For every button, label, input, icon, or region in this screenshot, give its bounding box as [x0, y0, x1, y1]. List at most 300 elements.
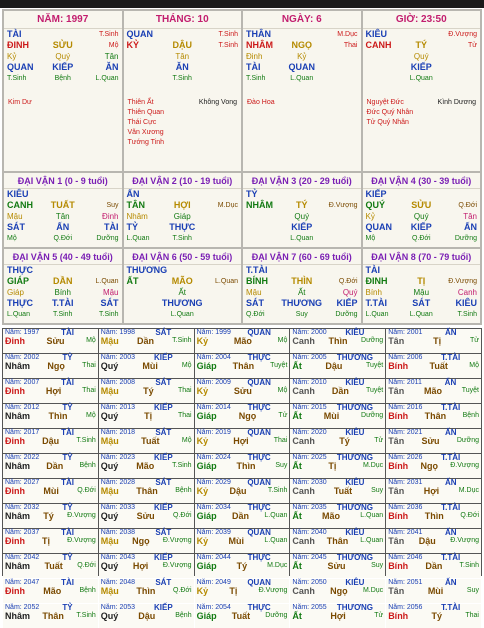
- annual-life: Thai: [177, 412, 192, 419]
- star-row: [367, 108, 477, 118]
- annual-life: Đ.Vượng: [450, 462, 479, 469]
- annual-life: T.Sinh: [76, 612, 96, 619]
- annual-branch: Mùi: [142, 361, 158, 371]
- annual-god: THƯƠNG: [336, 553, 373, 562]
- star-row: [128, 118, 238, 128]
- pillar-top-row-cell: Đ.Vượng: [448, 31, 477, 38]
- annual-god: KIẾP: [153, 503, 173, 512]
- annual-stem: Tân: [388, 586, 405, 596]
- annual-body: [197, 337, 288, 345]
- annual-life: Đ.Vượng: [162, 562, 192, 569]
- annual-stem: Kỷ: [196, 436, 209, 446]
- annual-year-cell: [386, 329, 481, 353]
- decade-main-row-cell: TỊ: [417, 276, 426, 286]
- annual-year: Năm: 2003: [100, 354, 136, 361]
- annual-stem: Bính: [388, 511, 409, 521]
- pillar-top-row-cell: KIÊU: [365, 29, 388, 39]
- annual-life: Thai: [465, 612, 479, 619]
- annual-god: KIẾP: [153, 403, 173, 412]
- annual-year: Năm: 2005: [292, 354, 327, 361]
- decade-main-row-cell: TUẤT: [50, 200, 75, 210]
- annual-body: [388, 537, 479, 545]
- annual-branch: Sửu: [136, 511, 155, 521]
- annual-god: ẤN: [444, 528, 457, 537]
- decade-top-row-cell: [320, 189, 357, 200]
- decade-main-row: [124, 276, 242, 287]
- annual-body: [101, 412, 192, 420]
- decade-gods-row-cell: KIÊU: [455, 298, 477, 308]
- annual-branch: Tuất: [231, 611, 251, 621]
- decade-hidden-row-cell: Quý: [342, 288, 358, 297]
- decade-hidden-row: [363, 211, 481, 222]
- annual-year-cell: [290, 379, 385, 403]
- decade-main-row-cell: QUÝ: [365, 200, 386, 210]
- annual-year: Năm: 2049: [196, 579, 231, 586]
- annual-body: [197, 587, 288, 595]
- decade-life-row-cell: T.Sinh: [457, 311, 477, 318]
- annual-year-cell: [195, 379, 290, 403]
- annual-year-cell: [290, 504, 385, 528]
- decade-life-row: [243, 233, 361, 244]
- annual-body: [5, 487, 96, 495]
- annual-branch: Mùi: [228, 536, 245, 546]
- annual-god: SÁT: [155, 328, 172, 337]
- annual-branch: Tị: [328, 461, 337, 471]
- annual-year-cell: [3, 579, 98, 603]
- annual-god: KIẾP: [153, 553, 173, 562]
- annual-year: Năm: 2008: [100, 379, 136, 386]
- annual-year-cell: [386, 354, 481, 378]
- decade-hidden-row: [363, 287, 481, 298]
- annual-body: [101, 337, 192, 345]
- annual-grid: [3, 328, 481, 621]
- pillar-top-row-cell: THÂN: [246, 29, 271, 39]
- decade-gods-row-cell: KIẾP: [291, 222, 313, 232]
- annual-life: Mộ: [181, 437, 192, 444]
- decade-top-row-cell: [440, 189, 477, 200]
- annual-body: [5, 512, 96, 520]
- decade-life-row-cell: Q.Đới: [246, 311, 265, 318]
- annual-stem: Kỷ: [196, 536, 209, 546]
- decade-top-row-cell: [44, 189, 81, 200]
- annual-branch: Dậu: [138, 611, 156, 621]
- pillar-top-row-cell: [44, 29, 81, 40]
- star-row: [8, 98, 118, 108]
- annual-body: [388, 612, 479, 620]
- pillar-top-row-cell: QUAN: [126, 29, 153, 39]
- annual-life: Tuyệt: [365, 362, 384, 369]
- annual-year-cell: [99, 579, 194, 603]
- annual-year: Năm: 2010: [292, 379, 327, 386]
- pillar-life-row-cell: [366, 73, 403, 84]
- decade-gods-row-cell: SÁT: [412, 298, 431, 308]
- annual-body: [101, 362, 192, 370]
- decade-gods-row-cell: [203, 298, 238, 309]
- annual-branch: Sửu: [233, 386, 252, 396]
- annual-stem: Bính: [388, 461, 409, 471]
- decade-hidden-row-cell: Mậu: [102, 288, 119, 297]
- annual-year: Năm: 2041: [388, 529, 423, 536]
- annual-life: M.Dục: [267, 562, 288, 569]
- annual-year: Năm: 2047: [5, 579, 40, 586]
- annual-life: T.Sinh: [459, 562, 479, 569]
- annual-stem: Nhâm: [5, 411, 31, 421]
- annual-life: L.Quan: [360, 512, 384, 519]
- annual-stem: Ất: [292, 361, 302, 371]
- decade-main-row-cell: Q.Đới: [458, 202, 477, 209]
- annual-year-cell: [195, 604, 290, 628]
- star-row: [128, 108, 238, 118]
- annual-stem: Bính: [388, 561, 409, 571]
- pillar-stars: [4, 96, 122, 110]
- decade-main-row: [363, 276, 481, 287]
- annual-life: Dưỡng: [361, 337, 384, 344]
- pillar-gods-row-cell: TÀI: [246, 62, 261, 72]
- annual-branch: Ngọ: [420, 461, 438, 471]
- annual-god: TÀI: [61, 578, 74, 587]
- annual-year-cell: [3, 504, 98, 528]
- annual-stem: Mậu: [100, 436, 119, 446]
- annual-stem: Kỷ: [196, 486, 209, 496]
- annual-year-cell: [99, 554, 194, 578]
- annual-god: KIẾP: [153, 353, 173, 362]
- decade-main-row-cell: BÍNH: [246, 276, 268, 286]
- decade-top-row-cell: [403, 265, 440, 276]
- annual-year-cell: [386, 504, 481, 528]
- annual-year-cell: [386, 404, 481, 428]
- annual-life: Dưỡng: [361, 412, 384, 419]
- pillar-life-row-cell: L.Quan: [95, 75, 119, 82]
- annual-stem: Giáp: [196, 361, 217, 371]
- annual-life: T.Sinh: [76, 437, 96, 444]
- annual-stem: Canh: [292, 586, 315, 596]
- decade-hidden-row-cell: Nhâm: [126, 212, 148, 221]
- decade-gods-row-cell: THƯƠNG: [281, 298, 323, 308]
- annual-god: QUAN: [247, 528, 271, 537]
- annual-life: Mộ: [277, 337, 288, 344]
- decade-top-row-cell: KIẾP: [365, 189, 387, 199]
- annual-life: Thai: [82, 387, 96, 394]
- pillar-hidden-row-cell: Đinh: [246, 52, 263, 61]
- annual-branch: Tị: [433, 336, 442, 346]
- annual-year: Năm: 2009: [196, 379, 231, 386]
- decade-hidden-row: [243, 211, 361, 222]
- annual-branch: Mùi: [323, 411, 340, 421]
- decade-gods-row: [4, 222, 122, 233]
- annual-stem: Quý: [100, 461, 119, 471]
- annual-year: Năm: 2042: [5, 554, 40, 561]
- annual-year-cell: [99, 379, 194, 403]
- annual-life: Đ.Vượng: [258, 587, 288, 594]
- pillar-main-row-cell: ĐINH: [7, 40, 29, 50]
- annual-year: Năm: 2056: [388, 604, 423, 611]
- decade-gods-row-cell: [320, 222, 357, 233]
- decade-title: ĐẠI VẬN 8 (70 - 79 tuổi): [363, 249, 481, 265]
- annual-stem: Tân: [388, 386, 405, 396]
- annual-branch: Thìn: [236, 461, 256, 471]
- annual-stem: Bính: [388, 611, 409, 621]
- decade-top-row-cell: [201, 189, 238, 200]
- annual-body: [197, 362, 288, 370]
- annual-year-cell: [195, 554, 290, 578]
- decade-main-row-cell: Q.Đới: [338, 278, 358, 285]
- annual-branch: Mão: [322, 511, 341, 521]
- annual-body: [292, 612, 383, 620]
- decade-gods-row-cell: ẤN: [56, 222, 70, 232]
- decade-gods-row-cell: KIẾP: [336, 298, 358, 308]
- annual-branch: Hợi: [423, 486, 440, 496]
- annual-year-cell: [386, 479, 481, 503]
- decade-hidden-row-cell: Mậu: [7, 212, 23, 221]
- decade-life-row-cell: [201, 309, 238, 320]
- annual-body: [388, 587, 479, 595]
- pillar-hidden-row: [4, 51, 122, 62]
- pillar-gods-row-cell: [366, 62, 403, 73]
- annual-god: QUAN: [247, 428, 271, 437]
- annual-stem: Giáp: [196, 411, 217, 421]
- annual-year: Năm: 2036: [388, 504, 423, 511]
- annual-year-cell: [99, 404, 194, 428]
- annual-year-cell: [99, 529, 194, 553]
- annual-year-cell: [195, 404, 290, 428]
- annual-year: Năm: 2039: [196, 529, 231, 536]
- annual-year: Năm: 2029: [196, 479, 231, 486]
- decade-hidden-row-cell: [127, 287, 164, 298]
- decade-gods-row: [4, 298, 122, 309]
- star-left: Thiên Quan: [127, 109, 165, 116]
- decade-life-row: [4, 233, 122, 244]
- pillar-title: NGÀY: 6: [243, 11, 361, 29]
- pillar-life-row-cell: L.Quan: [290, 75, 314, 82]
- annual-body: [388, 437, 479, 445]
- annual-body: [292, 562, 383, 570]
- decade-top-row-cell: [283, 265, 320, 276]
- annual-year: Năm: 2052: [5, 604, 40, 611]
- decade-title: ĐẠI VẬN 4 (30 - 39 tuổi): [363, 173, 481, 189]
- decade-hidden-row: [4, 287, 122, 298]
- pillar-top-row-cell: [403, 29, 440, 40]
- pillar-life-row-cell: T.Sinh: [246, 75, 266, 82]
- decade-top-row-cell: [203, 265, 238, 276]
- annual-branch: Sửu: [327, 561, 346, 571]
- annual-branch: Tị: [42, 536, 51, 546]
- annual-stem: Canh: [292, 486, 315, 496]
- decade-life-row-cell: Suy: [295, 311, 308, 318]
- pillar-main-row: [124, 40, 242, 51]
- decade-hidden-row-cell: Mậu: [413, 288, 430, 297]
- pillar-life-row-cell: [320, 73, 357, 84]
- annual-branch: Tý: [339, 436, 350, 446]
- pillar-main-row-cell: DẬU: [172, 40, 192, 50]
- decade-card: [243, 249, 361, 323]
- annual-year-cell: [290, 579, 385, 603]
- pillar-top-row-cell: T.Sinh: [218, 31, 238, 38]
- annual-god: THƯƠNG: [336, 503, 373, 512]
- annual-life: Mộ: [86, 337, 96, 344]
- annual-year-cell: [3, 554, 98, 578]
- pillar-main-row-cell: Tử: [468, 42, 477, 49]
- annual-life: Mộ: [181, 362, 192, 369]
- annual-branch: Ngọ: [238, 411, 257, 421]
- annual-stem: Quý: [100, 511, 119, 521]
- pillar-gods-row-cell: [440, 62, 477, 73]
- pillar-gods-row-cell: QUAN: [288, 62, 315, 72]
- annual-year-cell: [195, 504, 290, 528]
- decade-top-row-cell: TỶ: [246, 189, 258, 199]
- annual-life: Tuyệt: [365, 387, 384, 394]
- decade-main-row: [243, 276, 361, 287]
- pillar-hidden-row-cell: [366, 51, 403, 62]
- annual-life: Q.Đới: [77, 487, 96, 494]
- pillar-life-row-cell: [127, 73, 164, 84]
- annual-stem: Đinh: [5, 536, 25, 546]
- decade-top-row: [124, 189, 242, 200]
- annual-god: KIÊU: [345, 428, 365, 437]
- star-left: Đức Quý Nhân: [366, 109, 414, 116]
- annual-branch: Mùi: [43, 486, 59, 496]
- pillar-gods-row: [4, 62, 122, 73]
- pillar-main-row: [4, 40, 122, 51]
- pillar-top-row-cell: [283, 29, 320, 40]
- annual-year: Năm: 2033: [100, 504, 136, 511]
- pillar-hidden-row-cell: Tân: [104, 52, 119, 61]
- annual-god: T.TÀI: [441, 453, 461, 462]
- decade-life-row-cell: [320, 233, 357, 244]
- chart-frame: [2, 9, 482, 325]
- annual-life: L.Quan: [264, 512, 288, 519]
- annual-year: Năm: 2040: [292, 529, 327, 536]
- decade-gods-row-cell: T.TÀI: [51, 298, 74, 308]
- pillar-main-row-cell: NHÂM: [246, 40, 273, 50]
- decade-main-row-cell: MÃO: [171, 276, 193, 286]
- decade-life-row-cell: L.Quan: [365, 311, 389, 318]
- annual-god: KIÊU: [345, 578, 365, 587]
- decade-gods-row: [124, 298, 242, 309]
- decade-top-row: [363, 265, 481, 276]
- annual-god: ẤN: [444, 428, 457, 437]
- annual-body: [101, 512, 192, 520]
- decade-top-row-cell: [81, 189, 118, 200]
- annual-stem: Nhâm: [5, 561, 31, 571]
- decade-gods-row-cell: [201, 222, 238, 233]
- decade-top-row-cell: [320, 265, 357, 276]
- pillar-main-row-cell: Thai: [343, 42, 358, 49]
- decade-life-row-cell: Dưỡng: [454, 235, 477, 242]
- annual-stem: Tân: [388, 336, 405, 346]
- annual-branch: Mão: [43, 586, 62, 596]
- decade-hidden-row-cell: Kỷ: [365, 212, 375, 221]
- decade-hidden-row-cell: Giáp: [173, 212, 191, 221]
- annual-luck-table: [2, 328, 482, 621]
- decade-gods-row-cell: THỰC: [7, 298, 33, 308]
- decade-life-row-cell: L.Quan: [170, 311, 194, 318]
- decade-hidden-row-cell: Ất: [297, 288, 306, 297]
- annual-year: Năm: 2020: [292, 429, 327, 436]
- annual-year-cell: [99, 604, 194, 628]
- pillar-life-row: [363, 73, 481, 84]
- annual-year: Năm: 2017: [5, 429, 40, 436]
- annual-stem: Giáp: [196, 511, 217, 521]
- annual-year-cell: [3, 354, 98, 378]
- annual-stem: Mậu: [100, 386, 119, 396]
- annual-life: Dưỡng: [265, 612, 288, 619]
- annual-stem: Bính: [388, 411, 409, 421]
- annual-year: Năm: 2027: [5, 479, 40, 486]
- decade-card: [4, 249, 122, 323]
- star-left: Nguyệt Đức: [366, 99, 404, 106]
- annual-year: Năm: 2012: [5, 404, 40, 411]
- decade-hidden-row-cell: Giáp: [7, 288, 24, 297]
- pillar-year: [4, 11, 122, 171]
- annual-stem: Nhâm: [5, 461, 31, 471]
- annual-branch: Tý: [143, 386, 154, 396]
- annual-god: T.TÀI: [441, 353, 461, 362]
- pillar-main-row-cell: NGỌ: [291, 40, 312, 50]
- annual-body: [5, 612, 96, 620]
- decade-top-row: [243, 189, 361, 200]
- decade-top-row-cell: [167, 265, 202, 276]
- decade-hidden-row-cell: [246, 211, 283, 222]
- annual-year: Năm: 2043: [100, 554, 136, 561]
- decade-gods-row-cell: T.TÀI: [365, 298, 387, 308]
- annual-stem: Ất: [292, 511, 302, 521]
- annual-stem: Quý: [100, 561, 119, 571]
- annual-body: [197, 437, 288, 445]
- decade-hidden-row-cell: Đinh: [102, 212, 119, 221]
- annual-year: Năm: 2037: [5, 529, 40, 536]
- decade-gods-row-cell: SÁT: [100, 298, 119, 308]
- annual-god: T.TÀI: [441, 403, 461, 412]
- decade-main-row-cell: TÝ: [295, 200, 308, 210]
- annual-god: SÁT: [155, 578, 172, 587]
- annual-body: [388, 387, 479, 395]
- decade-card: [363, 173, 481, 247]
- annual-life: T.Sinh: [267, 487, 288, 494]
- annual-branch: Tý: [431, 611, 443, 621]
- annual-body: [292, 587, 383, 595]
- annual-branch: Tuất: [141, 436, 160, 446]
- decade-gods-row-cell: [127, 298, 162, 309]
- pillar-top-row: [4, 29, 122, 40]
- annual-year-cell: [290, 604, 385, 628]
- annual-year: Năm: 2038: [100, 529, 136, 536]
- annual-god: ẤN: [444, 578, 457, 587]
- decade-life-row-cell: Q.Đới: [53, 235, 73, 242]
- pillar-life-row: [243, 73, 361, 84]
- decade-gods-row: [243, 222, 361, 233]
- pillar-month: [124, 11, 242, 171]
- annual-life: Bệnh: [79, 587, 96, 594]
- annual-god: THƯƠNG: [336, 603, 373, 612]
- annual-life: Thai: [273, 437, 288, 444]
- pillar-hour: [363, 11, 481, 171]
- annual-god: QUAN: [247, 378, 271, 387]
- annual-stem: Kỷ: [196, 336, 209, 346]
- decade-hidden-row-cell: [201, 287, 238, 298]
- annual-life: Bệnh: [462, 412, 479, 419]
- decade-gods-row: [124, 222, 242, 233]
- star-left: Tử Quý Nhân: [366, 119, 409, 126]
- annual-life: Đ.Vượng: [67, 537, 96, 544]
- annual-god: THƯƠNG: [336, 403, 373, 412]
- annual-god: THỰC: [247, 603, 271, 612]
- annual-life: Tử: [374, 437, 384, 444]
- annual-god: TÀI: [61, 328, 74, 337]
- decade-life-row-cell: Mộ: [7, 235, 17, 242]
- annual-branch: Dậu: [325, 361, 343, 371]
- annual-stem: Giáp: [196, 561, 217, 571]
- annual-branch: Tuất: [44, 561, 63, 571]
